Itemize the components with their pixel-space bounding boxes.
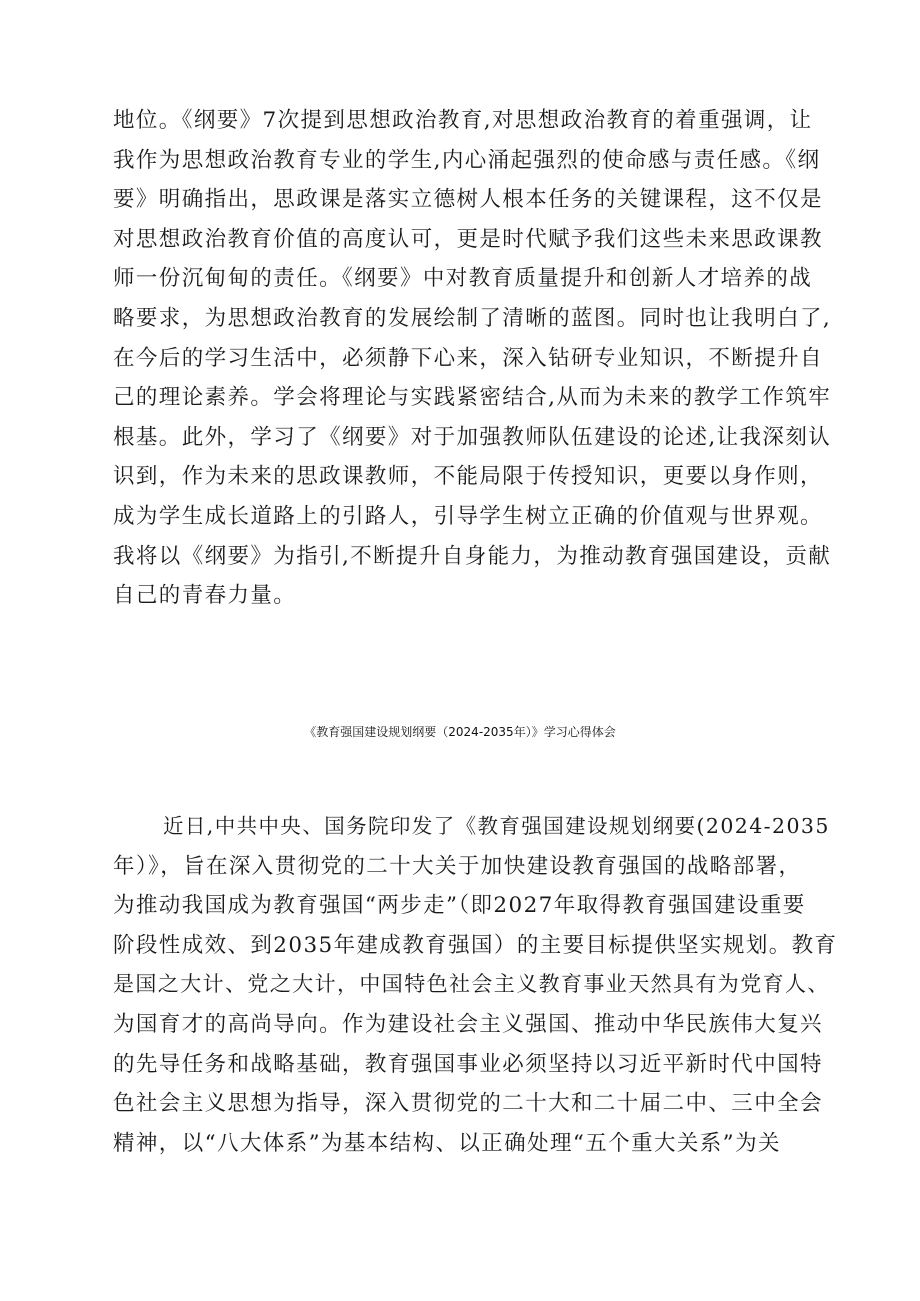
paragraph-line: 在今后的学习生活中，必须静下心来，深入钻研专业知识，不断提升自 bbox=[113, 345, 823, 371]
paragraph-line: 要》明确指出，思政课是落实立德树人根本任务的关键课程，这不仅是 bbox=[113, 187, 823, 213]
paragraph-line: 为推动我国成为教育强国“两步走”（即2027年取得教育强国建设重要 bbox=[113, 893, 806, 919]
paragraph-line: 为国育才的高尚导向。作为建设社会主义强国、推动中华民族伟大复兴 bbox=[113, 1011, 823, 1037]
paragraph-line: 年）》，旨在深入贯彻党的二十大关于加快建设教育强国的战略部署， bbox=[113, 853, 802, 879]
paragraph-line: 师一份沉甸甸的责任。《纲要》中对教育质量提升和创新人才培养的战 bbox=[113, 266, 813, 292]
previous-essay-ending bbox=[113, 101, 843, 616]
paragraph-line: 识到，作为未来的思政课教师，不能局限于传授知识，更要以身作则， bbox=[113, 464, 823, 490]
paragraph-line: 略要求，为思想政治教育的发展绘制了清晰的蓝图。同时也让我明白了, bbox=[113, 305, 832, 331]
paragraph-line: 精神，以“八大体系”为基本结构、以正确处理“五个重大关系”为关 bbox=[113, 1130, 781, 1156]
paragraph-line: 近日,中共中央、国务院印发了《教育强国建设规划纲要(2024-2035 bbox=[163, 814, 830, 838]
paragraph-line: 成为学生成长道路上的引路人，引导学生树立正确的价值观与世界观。 bbox=[113, 503, 823, 529]
paragraph-line: 我作为思想政治教育专业的学生,内心涌起强烈的使命感与责任感。《纲 bbox=[113, 147, 821, 173]
paragraph-line: 色社会主义思想为指导，深入贯彻党的二十大和二十届二中、三中全会 bbox=[113, 1091, 823, 1117]
paragraph-line: 己的理论素养。学会将理论与实践紧密结合,从而为未来的教学工作筑牢 bbox=[113, 385, 832, 411]
article-body bbox=[113, 807, 843, 1163]
paragraph-line: 的先导任务和战略基础，教育强国事业必须坚持以习近平新时代中国特 bbox=[113, 1051, 823, 1077]
paragraph-line: 我将以《纲要》为指引,不断提升自身能力，为推动教育强国建设，贡献 bbox=[113, 543, 832, 569]
paragraph-line: 阶段性成效、到2035年建成教育强国）的主要目标提供坚实规划。教育 bbox=[113, 932, 838, 958]
paragraph-line: 自己的青春力量。 bbox=[113, 583, 297, 609]
paragraph-line: 根基。此外，学习了《纲要》对于加强教师队伍建设的论述,让我深刻认 bbox=[113, 424, 832, 450]
article-title: 《教育强国建设规划纲要（2024-2035年）》学习心得体会 bbox=[304, 725, 616, 739]
paragraph-line: 地位。《纲要》7次提到思想政治教育,对思想政治教育的着重强调，让 bbox=[113, 108, 813, 133]
paragraph-line: 对思想政治教育价值的高度认可，更是时代赋予我们这些未来思政课教 bbox=[113, 226, 823, 252]
paragraph-line: 是国之大计、党之大计，中国特色社会主义教育事业天然具有为党育人、 bbox=[113, 972, 830, 997]
